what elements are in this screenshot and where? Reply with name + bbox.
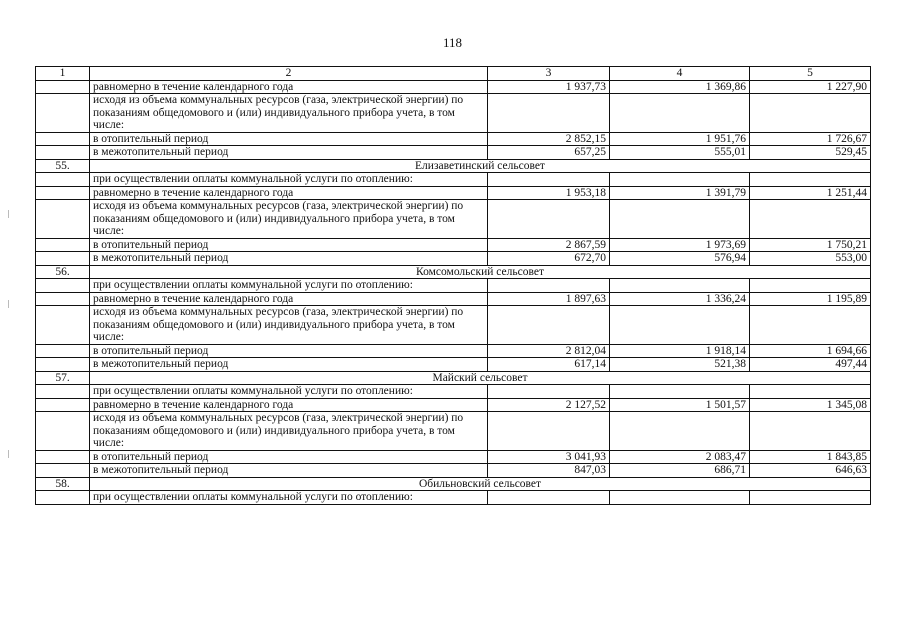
value-cell-col3: 672,70: [488, 252, 610, 266]
row-number-cell: [36, 80, 90, 94]
value-cell-col3: 2 867,59: [488, 238, 610, 252]
table-row: [36, 252, 871, 266]
value-cell-col3: 1 953,18: [488, 186, 610, 200]
section-number: 56.: [36, 265, 90, 279]
value-cell-col5: [750, 385, 871, 399]
row-label-cell: в межотопительный период: [90, 252, 488, 266]
value-cell-col4: [610, 279, 750, 293]
value-cell-col4: [610, 173, 750, 187]
value-cell-col3: 657,25: [488, 146, 610, 160]
value-cell-col5: [750, 491, 871, 505]
value-cell-col5: [750, 200, 871, 239]
value-cell-col3: [488, 200, 610, 239]
row-label-cell: в отопительный период: [90, 132, 488, 146]
value-cell-col5: [750, 412, 871, 451]
value-cell-col5: 1 726,67: [750, 132, 871, 146]
table-row: [36, 358, 871, 372]
table-row: [36, 292, 871, 306]
value-cell-col4: 576,94: [610, 252, 750, 266]
row-label-cell: исходя из объема коммунальных ресурсов (газа, электрической энергии) по показаниям общедомового и (или) индивидуального прибора учета, в том числе:: [90, 200, 488, 239]
header-cell-5: 5: [750, 67, 871, 81]
value-cell-col5: 1 195,89: [750, 292, 871, 306]
value-cell-col5: 1 345,08: [750, 398, 871, 412]
value-cell-col4: 1 369,86: [610, 80, 750, 94]
value-cell-col5: [750, 94, 871, 133]
row-label-cell: в межотопительный период: [90, 464, 488, 478]
row-label-cell: в межотопительный период: [90, 358, 488, 372]
row-number-cell: [36, 412, 90, 451]
row-label-cell: равномерно в течение календарного года: [90, 292, 488, 306]
row-number-cell: [36, 132, 90, 146]
value-cell-col4: 1 501,57: [610, 398, 750, 412]
value-cell-col3: 2 812,04: [488, 344, 610, 358]
value-cell-col3: 847,03: [488, 464, 610, 478]
value-cell-col4: 1 391,79: [610, 186, 750, 200]
row-label-cell: равномерно в течение календарного года: [90, 398, 488, 412]
value-cell-col3: [488, 279, 610, 293]
value-cell-col3: [488, 491, 610, 505]
row-number-cell: [36, 398, 90, 412]
row-label-cell: в отопительный период: [90, 238, 488, 252]
value-cell-col4: 1 973,69: [610, 238, 750, 252]
row-number-cell: [36, 450, 90, 464]
row-label-cell: исходя из объема коммунальных ресурсов (газа, электрической энергии) по показаниям общедомового и (или) индивидуального прибора учета, в том числе:: [90, 412, 488, 451]
section-title: Майский сельсовет: [90, 371, 871, 385]
value-cell-col3: [488, 94, 610, 133]
table-row: [36, 132, 871, 146]
row-label-cell: в отопительный период: [90, 450, 488, 464]
section-title: Обильновский сельсовет: [90, 477, 871, 491]
row-number-cell: [36, 491, 90, 505]
row-number-cell: [36, 385, 90, 399]
value-cell-col4: [610, 385, 750, 399]
table-row: [36, 464, 871, 478]
table-row: [36, 450, 871, 464]
section-row: [36, 159, 871, 173]
table-row: [36, 385, 871, 399]
row-number-cell: [36, 279, 90, 293]
value-cell-col5: 646,63: [750, 464, 871, 478]
value-cell-col3: [488, 173, 610, 187]
table-row: [36, 238, 871, 252]
value-cell-col3: 1 937,73: [488, 80, 610, 94]
value-cell-col3: 3 041,93: [488, 450, 610, 464]
value-cell-col3: 2 852,15: [488, 132, 610, 146]
row-number-cell: [36, 306, 90, 345]
value-cell-col4: 1 951,76: [610, 132, 750, 146]
row-number-cell: [36, 186, 90, 200]
section-row: [36, 265, 871, 279]
row-label-cell: при осуществлении оплаты коммунальной услуги по отоплению:: [90, 385, 488, 399]
table-row: [36, 173, 871, 187]
value-cell-col4: 686,71: [610, 464, 750, 478]
value-cell-col3: [488, 385, 610, 399]
row-number-cell: [36, 344, 90, 358]
table-row: [36, 491, 871, 505]
value-cell-col5: 497,44: [750, 358, 871, 372]
row-number-cell: [36, 200, 90, 239]
value-cell-col3: [488, 412, 610, 451]
row-number-cell: [36, 252, 90, 266]
table-row: [36, 344, 871, 358]
value-cell-col5: 1 251,44: [750, 186, 871, 200]
row-number-cell: [36, 358, 90, 372]
scan-artifact: [8, 450, 9, 458]
value-cell-col4: 555,01: [610, 146, 750, 160]
value-cell-col5: 1 843,85: [750, 450, 871, 464]
row-label-cell: при осуществлении оплаты коммунальной услуги по отоплению:: [90, 491, 488, 505]
section-number: 57.: [36, 371, 90, 385]
row-number-cell: [36, 146, 90, 160]
value-cell-col3: [488, 306, 610, 345]
value-cell-col4: 2 083,47: [610, 450, 750, 464]
table-row: [36, 186, 871, 200]
value-cell-col5: 1 750,21: [750, 238, 871, 252]
value-cell-col5: 1 694,66: [750, 344, 871, 358]
table-row: [36, 412, 871, 451]
section-number: 58.: [36, 477, 90, 491]
row-label-cell: при осуществлении оплаты коммунальной услуги по отоплению:: [90, 279, 488, 293]
page-number: 118: [442, 35, 463, 50]
value-cell-col5: 1 227,90: [750, 80, 871, 94]
section-number: 55.: [36, 159, 90, 173]
table-row: [36, 146, 871, 160]
section-row: [36, 477, 871, 491]
value-cell-col4: 1 336,24: [610, 292, 750, 306]
table-row: [36, 398, 871, 412]
table-row: [36, 80, 871, 94]
row-label-cell: равномерно в течение календарного года: [90, 186, 488, 200]
table-row: [36, 94, 871, 133]
scan-artifact: [8, 300, 9, 308]
row-label-cell: исходя из объема коммунальных ресурсов (газа, электрической энергии) по показаниям общедомового и (или) индивидуального прибора учета, в том числе:: [90, 94, 488, 133]
table-body: [36, 67, 871, 505]
value-cell-col3: 617,14: [488, 358, 610, 372]
row-label-cell: при осуществлении оплаты коммунальной услуги по отоплению:: [90, 173, 488, 187]
value-cell-col4: [610, 200, 750, 239]
row-number-cell: [36, 94, 90, 133]
header-row: [36, 67, 871, 81]
value-cell-col4: [610, 412, 750, 451]
table-row: [36, 279, 871, 293]
row-label-cell: в отопительный период: [90, 344, 488, 358]
row-number-cell: [36, 464, 90, 478]
scan-artifact: [8, 210, 9, 218]
section-title: Елизаветинский сельсовет: [90, 159, 871, 173]
value-cell-col5: [750, 173, 871, 187]
value-cell-col5: [750, 306, 871, 345]
table-row: [36, 306, 871, 345]
table-row: [36, 200, 871, 239]
value-cell-col5: 553,00: [750, 252, 871, 266]
value-cell-col5: [750, 279, 871, 293]
value-cell-col4: [610, 94, 750, 133]
value-cell-col3: 2 127,52: [488, 398, 610, 412]
row-label-cell: равномерно в течение календарного года: [90, 80, 488, 94]
value-cell-col4: [610, 491, 750, 505]
value-cell-col4: 1 918,14: [610, 344, 750, 358]
header-cell-3: 3: [488, 67, 610, 81]
row-label-cell: исходя из объема коммунальных ресурсов (газа, электрической энергии) по показаниям общедомового и (или) индивидуального прибора учета, в том числе:: [90, 306, 488, 345]
section-title: Комсомольский сельсовет: [90, 265, 871, 279]
row-number-cell: [36, 173, 90, 187]
header-cell-1: 1: [36, 67, 90, 81]
header-cell-4: 4: [610, 67, 750, 81]
value-cell-col5: 529,45: [750, 146, 871, 160]
value-cell-col3: 1 897,63: [488, 292, 610, 306]
row-number-cell: [36, 238, 90, 252]
section-row: [36, 371, 871, 385]
header-cell-2: 2: [90, 67, 488, 81]
tariff-table: [35, 66, 871, 505]
value-cell-col4: 521,38: [610, 358, 750, 372]
row-label-cell: в межотопительный период: [90, 146, 488, 160]
row-number-cell: [36, 292, 90, 306]
value-cell-col4: [610, 306, 750, 345]
